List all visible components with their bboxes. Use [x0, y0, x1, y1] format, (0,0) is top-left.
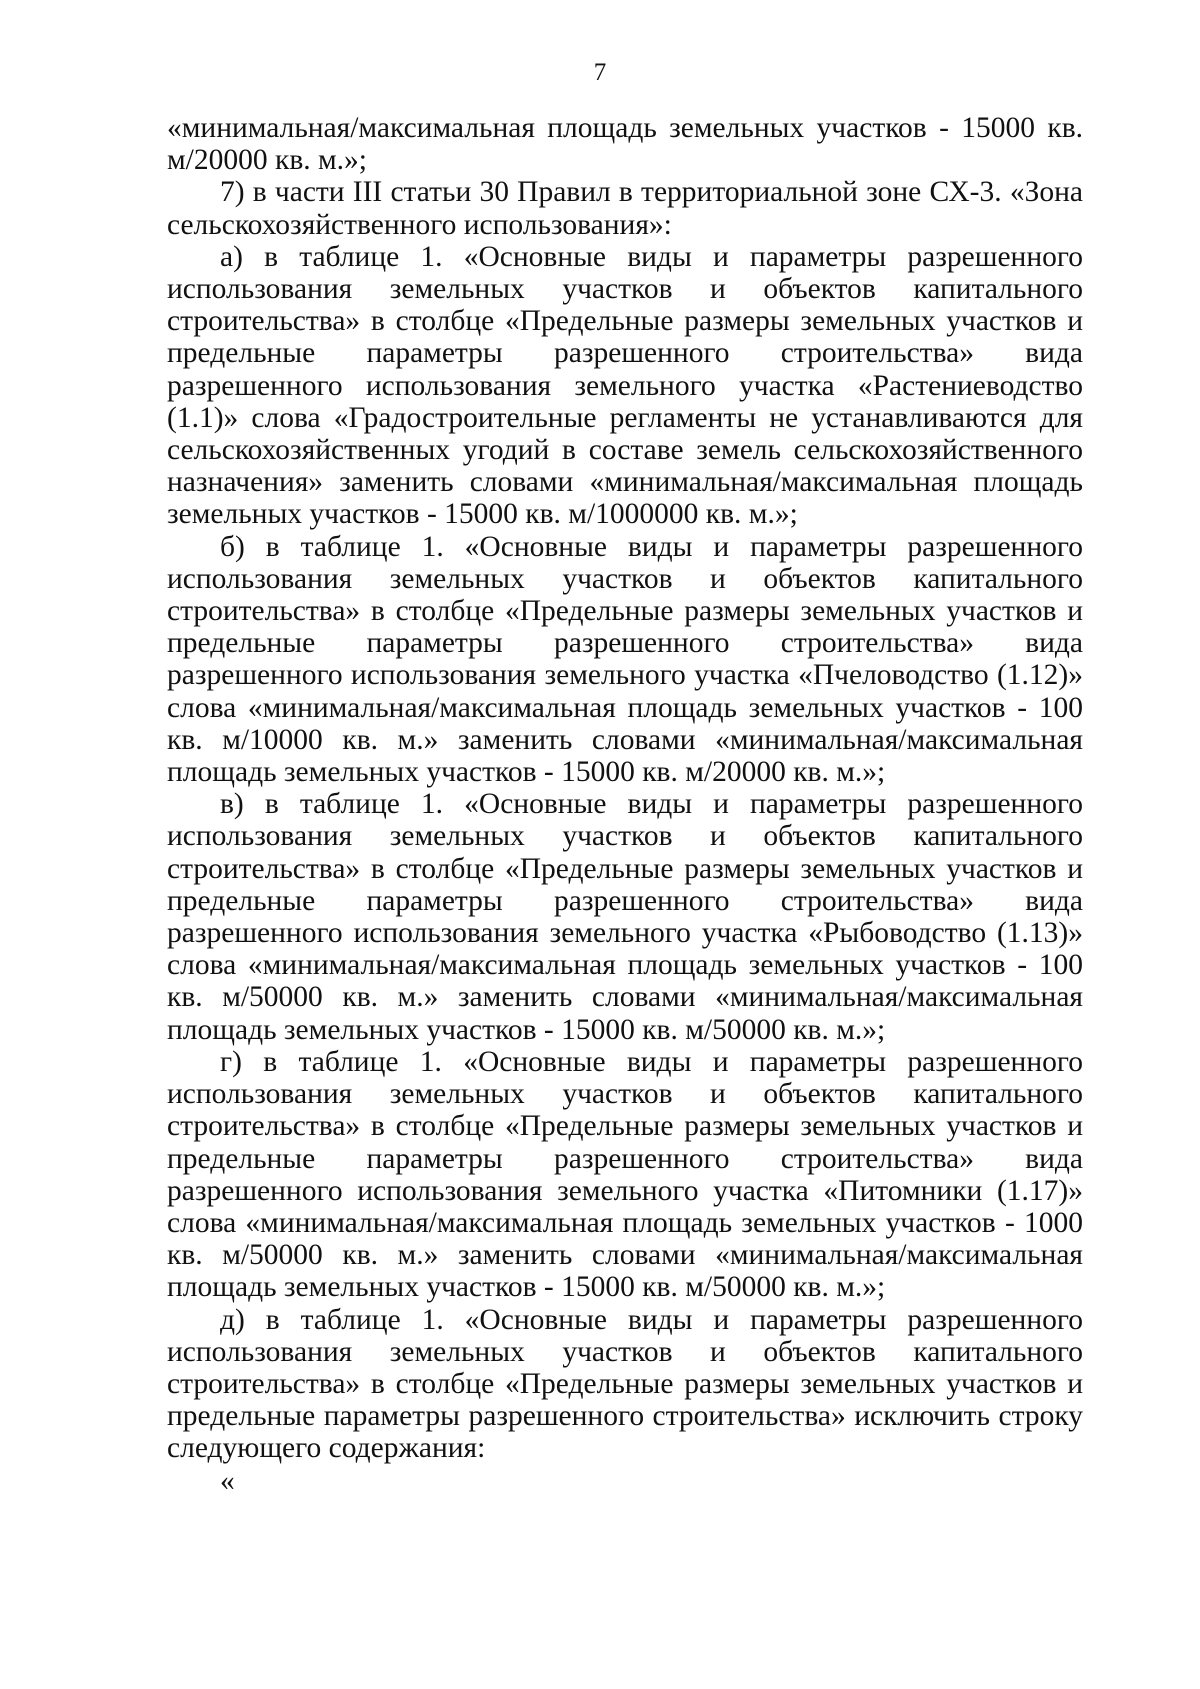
paragraph-continuation: «минимальная/максимальная площадь земельных участков - 15000 кв. м/20000 кв. м.»;: [167, 112, 1083, 177]
paragraph-subitem-v: в) в таблице 1. «Основные виды и параметры разрешенного использования земельных участков и объектов капитального строительства» в столбце «Предельные размеры земельных участков и предельные параметры разрешенного строительства» вида разрешенного использования земельного участка «Рыбоводство (1.13)» слова «минимальная/максимальная площадь земельных участков - 100 кв. м/50000 кв. м.» заменить словами «минимальная/максимальная площадь земельных участков - 15000 кв. м/50000 кв. м.»;: [167, 788, 1083, 1046]
opening-quote: «: [220, 1464, 235, 1497]
paragraph-subitem-b: б) в таблице 1. «Основные виды и параметры разрешенного использования земельных участков и объектов капитального строительства» в столбце «Предельные размеры земельных участков и предельные параметры разрешенного строительства» вида разрешенного использования земельного участка «Пчеловодство (1.12)» слова «минимальная/максимальная площадь земельных участков - 100 кв. м/10000 кв. м.» заменить словами «минимальная/максимальная площадь земельных участков - 15000 кв. м/20000 кв. м.»;: [167, 530, 1083, 789]
paragraph-item-7: 7) в части III статьи 30 Правил в территориальной зоне СХ-3. «Зона сельскохозяйственного использования»:: [167, 176, 1083, 241]
paragraph-subitem-g: г) в таблице 1. «Основные виды и параметры разрешенного использования земельных участков и объектов капитального строительства» в столбце «Предельные размеры земельных участков и предельные параметры разрешенного строительства» вида разрешенного использования земельного участка «Питомники (1.17)» слова «минимальная/максимальная площадь земельных участков - 1000 кв. м/50000 кв. м.» заменить словами «минимальная/максимальная площадь земельных участков - 15000 кв. м/50000 кв. м.»;: [167, 1045, 1083, 1304]
paragraph-subitem-d: д) в таблице 1. «Основные виды и параметры разрешенного использования земельных участков и объектов капитального строительства» в столбце «Предельные размеры земельных участков и предельные параметры разрешенного строительства» исключить строку следующего содержания:: [167, 1303, 1083, 1465]
page-number: 7: [593, 59, 607, 86]
document-body: [167, 112, 1083, 1497]
paragraph-subitem-a: а) в таблице 1. «Основные виды и параметры разрешенного использования земельных участков и объектов капитального строительства» в столбце «Предельные размеры земельных участков и предельные параметры разрешенного строительства» вида разрешенного использования земельного участка «Растениеводство (1.1)» слова «Градостроительные регламенты не устанавливаются для сельскохозяйственных угодий в составе земель сельскохозяйственного назначения» заменить словами «минимальная/максимальная площадь земельных участков - 15000 кв. м/1000000 кв. м.»;: [167, 240, 1083, 531]
